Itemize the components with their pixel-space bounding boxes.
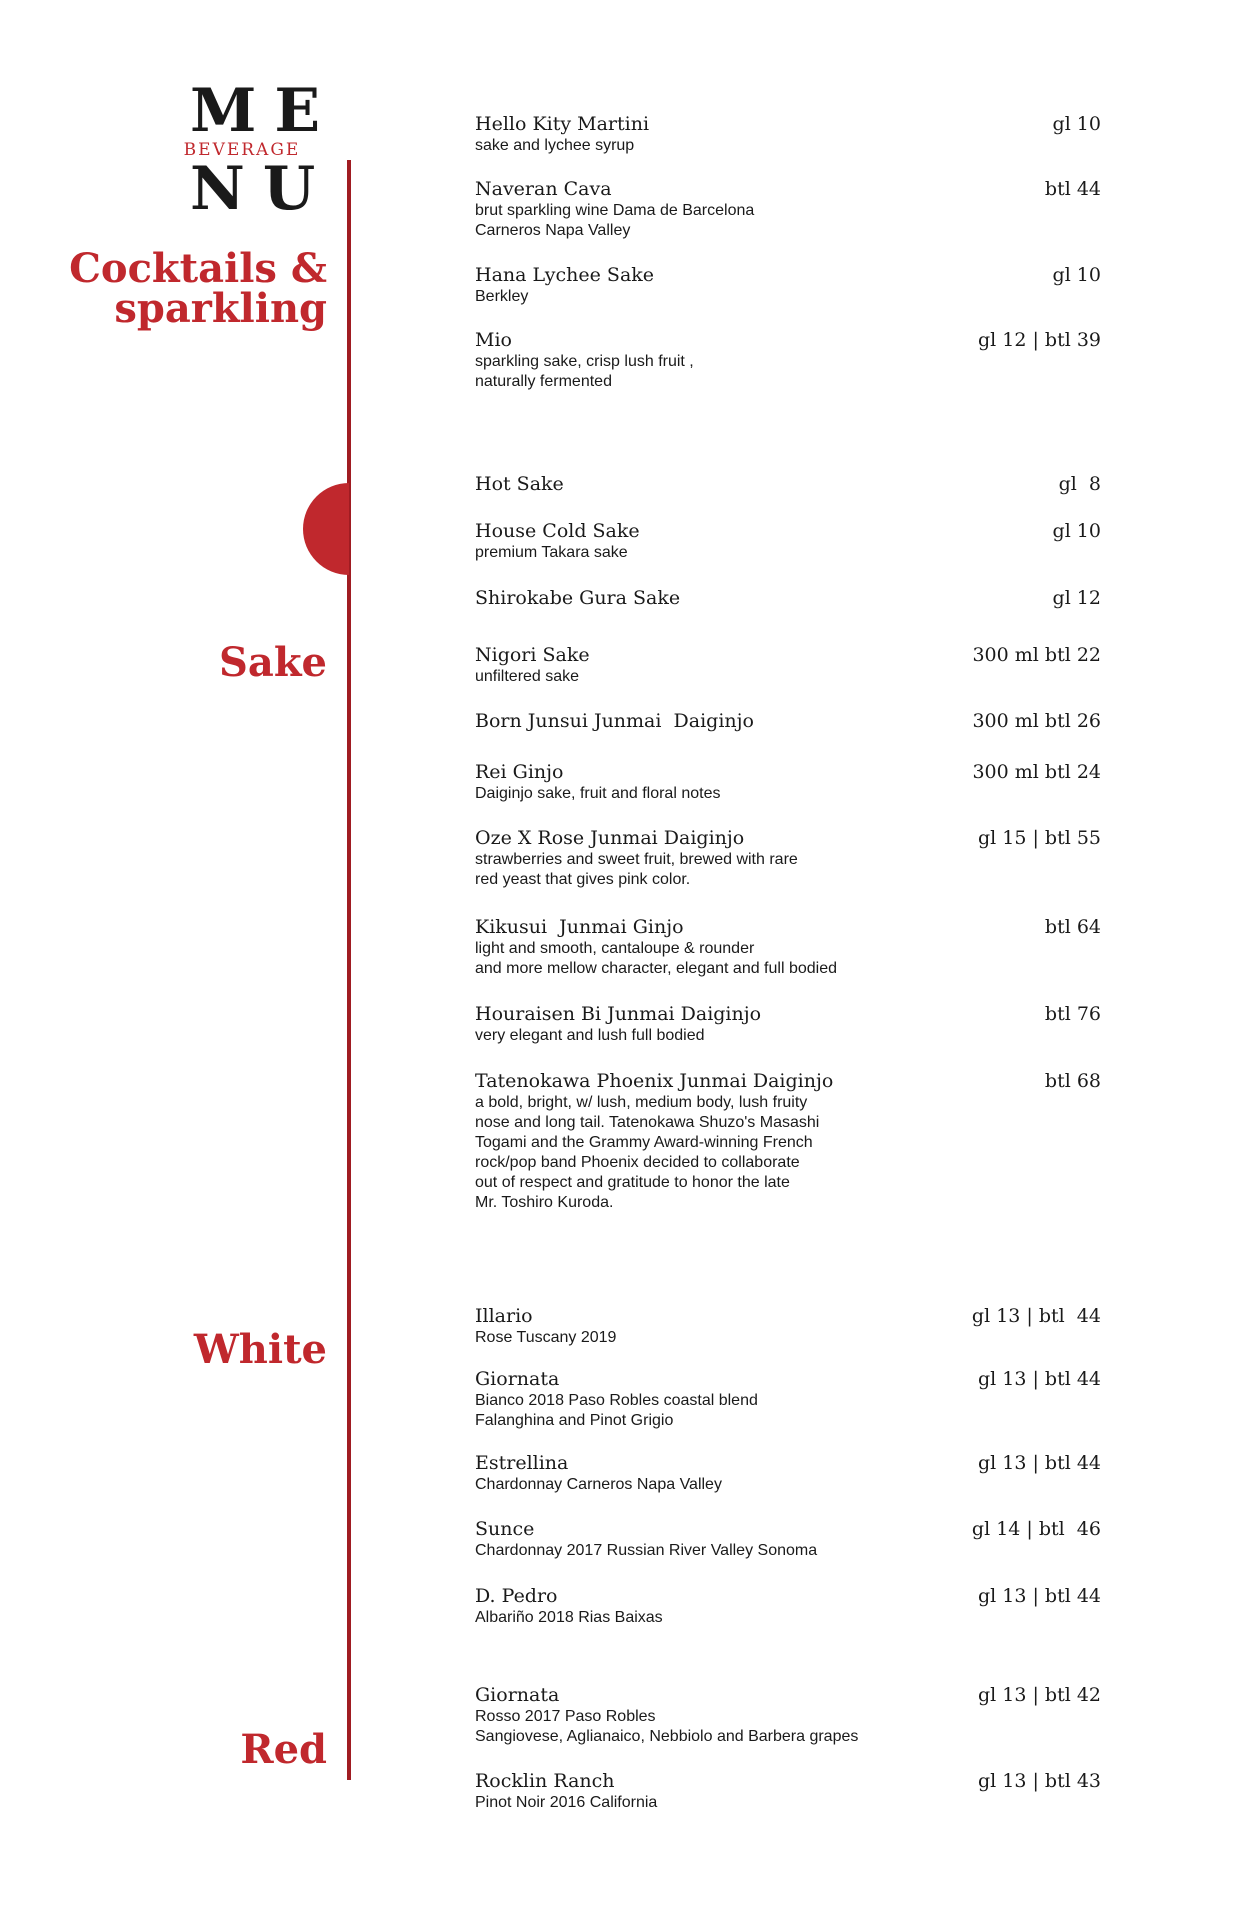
item-description: light and smooth, cantaloupe & rounder and more mellow character, elegant and full bodied: [475, 940, 837, 977]
section-title-white: White: [193, 1326, 327, 1373]
item-description: Chardonnay 2017 Russian River Valley Sonoma: [475, 1542, 818, 1559]
menu-item: [475, 761, 1115, 804]
section-title-sake: Sake: [219, 639, 327, 686]
item-price: gl 10: [1052, 520, 1101, 542]
item-description: brut sparkling wine Dama de Barcelona Carneros Napa Valley: [475, 202, 755, 239]
item-description: Bianco 2018 Paso Robles coastal blend Falanghina and Pinot Grigio: [475, 1392, 758, 1429]
item-price: gl 14 | btl 46: [971, 1518, 1101, 1540]
item-price: 300 ml btl 26: [972, 710, 1101, 732]
item-price: btl 44: [1044, 178, 1101, 200]
logo-line-1: ME: [190, 76, 339, 146]
item-price: gl 13 | btl 44: [977, 1368, 1101, 1390]
menu-item: [475, 473, 1115, 496]
item-price: 300 ml btl 24: [972, 761, 1101, 783]
item-name: Shirokabe Gura Sake: [475, 587, 681, 609]
item-name: House Cold Sake: [475, 520, 640, 542]
item-price: gl 13 | btl 44: [977, 1452, 1101, 1474]
menu-item: [475, 710, 1115, 733]
section-title-red: Red: [240, 1726, 327, 1773]
item-description: very elegant and lush full bodied: [475, 1027, 705, 1044]
item-name: Rei Ginjo: [475, 761, 564, 783]
item-name: Hana Lychee Sake: [475, 264, 655, 286]
menu-item: [475, 1070, 1115, 1213]
menu-item: [475, 1452, 1115, 1495]
item-price: btl 64: [1044, 916, 1101, 938]
menu-item: [475, 644, 1115, 687]
menu-item: [475, 1770, 1115, 1813]
item-name: Rocklin Ranch: [475, 1770, 615, 1792]
item-name: Nigori Sake: [475, 644, 590, 666]
menu-item: [475, 1003, 1115, 1046]
item-description: Daiginjo sake, fruit and floral notes: [475, 785, 721, 802]
item-price: btl 68: [1044, 1070, 1101, 1092]
item-name: Mio: [475, 329, 512, 351]
item-name: D. Pedro: [475, 1585, 558, 1607]
item-price: gl 8: [1058, 473, 1101, 495]
item-description: sake and lychee syrup: [475, 137, 635, 154]
menu-item: [475, 264, 1115, 307]
menu-item: [475, 1684, 1115, 1747]
item-description: premium Takara sake: [475, 544, 628, 561]
menu-item: [475, 178, 1115, 241]
logo-line-2: NU: [190, 154, 334, 224]
menu-item: [475, 916, 1115, 979]
menu-item: [475, 1518, 1115, 1561]
item-price: gl 10: [1052, 264, 1101, 286]
logo-subtitle: BEVERAGE: [183, 140, 301, 160]
menu-item: [475, 113, 1115, 156]
item-name: Illario: [475, 1305, 533, 1327]
item-description: Albariño 2018 Rias Baixas: [475, 1609, 663, 1626]
item-price: gl 12 | btl 39: [977, 329, 1101, 351]
item-description: unfiltered sake: [475, 668, 580, 685]
item-description: strawberries and sweet fruit, brewed with rare red yeast that gives pink color.: [475, 851, 798, 888]
item-description: Rose Tuscany 2019: [475, 1329, 617, 1346]
item-description: a bold, bright, w/ lush, medium body, lush fruity nose and long tail. Tatenokawa Shuzo's Masashi Togami and the Grammy Award-winning French rock/pop band Phoenix decided to collaborate out of respect and gratitude to honor the late Mr. Toshiro Kuroda.: [475, 1094, 820, 1211]
menu-item: [475, 587, 1115, 610]
item-price: gl 13 | btl 42: [977, 1684, 1101, 1706]
item-description: sparkling sake, crisp lush fruit , naturally fermented: [475, 353, 694, 390]
section-title-cocktails: Cocktails & sparkling: [69, 245, 327, 332]
item-description: Rosso 2017 Paso Robles Sangiovese, Aglianaico, Nebbiolo and Barbera grapes: [475, 1708, 859, 1745]
item-name: Houraisen Bi Junmai Daiginjo: [475, 1003, 762, 1025]
red-half-circle: [303, 483, 349, 575]
item-description: Chardonnay Carneros Napa Valley: [475, 1476, 722, 1493]
item-price: 300 ml btl 22: [972, 644, 1101, 666]
item-description: Berkley: [475, 288, 529, 305]
item-name: Naveran Cava: [475, 178, 612, 200]
item-description: Pinot Noir 2016 California: [475, 1794, 658, 1811]
menu-item: [475, 1368, 1115, 1431]
item-name: Hello Kity Martini: [475, 113, 650, 135]
menu-item: [475, 520, 1115, 563]
menu-item: [475, 1305, 1115, 1348]
menu-logo: [172, 76, 339, 224]
menu-item: [475, 827, 1115, 890]
item-name: Tatenokawa Phoenix Junmai Daiginjo: [475, 1070, 834, 1092]
item-name: Giornata: [475, 1684, 560, 1706]
item-price: gl 12: [1052, 587, 1101, 609]
item-price: btl 76: [1044, 1003, 1101, 1025]
item-price: gl 10: [1052, 113, 1101, 135]
item-price: gl 13 | btl 43: [977, 1770, 1101, 1792]
item-name: Sunce: [475, 1518, 535, 1540]
item-price: gl 13 | btl 44: [971, 1305, 1101, 1327]
item-name: Giornata: [475, 1368, 560, 1390]
menu-item: [475, 329, 1115, 392]
item-price: gl 15 | btl 55: [977, 827, 1101, 849]
item-price: gl 13 | btl 44: [977, 1585, 1101, 1607]
menu-item: [475, 1585, 1115, 1628]
item-name: Kikusui Junmai Ginjo: [475, 916, 684, 938]
item-name: Oze X Rose Junmai Daiginjo: [475, 827, 745, 849]
item-name: Born Junsui Junmai Daiginjo: [475, 710, 754, 732]
divider-line: [347, 160, 351, 1780]
item-name: Hot Sake: [475, 473, 564, 495]
item-name: Estrellina: [475, 1452, 569, 1474]
